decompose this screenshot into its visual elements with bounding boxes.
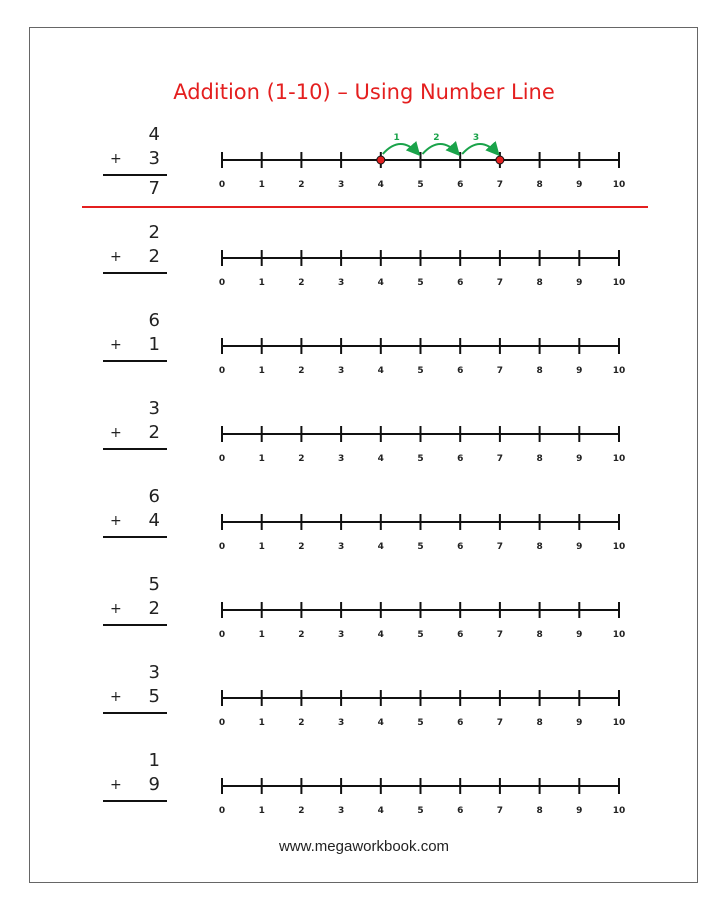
- number-line-label: 3: [337, 806, 345, 816]
- point-marker: [377, 156, 385, 164]
- practice-problem: [0, 750, 728, 830]
- practice-number-line: [210, 676, 630, 728]
- number-line-label: 0: [218, 718, 226, 728]
- website-footer: www.megaworkbook.com: [278, 838, 450, 855]
- number-line-label: 2: [298, 366, 305, 376]
- number-line-label: 9: [576, 630, 583, 640]
- sum-bar: [103, 536, 167, 538]
- practice-problem: [0, 662, 728, 742]
- number-line-label: 2: [298, 718, 305, 728]
- practice-problem: [0, 574, 728, 654]
- number-line-label: 6: [457, 806, 464, 816]
- number-line-label: 1: [258, 718, 265, 728]
- number-line-label: 1: [258, 630, 265, 640]
- number-line-label: 6: [457, 630, 464, 640]
- number-line-label: 7: [496, 278, 504, 288]
- example-number-line: [210, 133, 630, 190]
- plus-sign: +: [110, 689, 122, 705]
- number-line-label: 3: [337, 454, 345, 464]
- addend-top: 5: [148, 574, 160, 595]
- number-line-label: 0: [218, 366, 226, 376]
- addend-top: 1: [148, 750, 160, 771]
- number-line-label: 2: [298, 278, 305, 288]
- number-line-label: 5: [417, 542, 424, 552]
- hop-label: 3: [472, 133, 480, 143]
- sum-bar: [103, 800, 167, 802]
- practice-number-line: [210, 412, 630, 464]
- number-line-label: 5: [417, 718, 424, 728]
- number-line-label: 10: [612, 806, 626, 816]
- number-line-label: 7: [496, 806, 504, 816]
- number-line-label: 4: [377, 542, 384, 552]
- number-line-label: 1: [258, 278, 265, 288]
- number-line-label: 4: [377, 806, 384, 816]
- number-line-label: 4: [377, 454, 384, 464]
- addend-bottom: 2: [148, 246, 160, 267]
- number-line-label: 7: [496, 454, 504, 464]
- addend-bottom: 2: [148, 422, 160, 443]
- number-line-label: 9: [576, 180, 583, 190]
- worksheet-title: Addition (1-10) – Using Number Line: [173, 80, 555, 104]
- number-line-label: 0: [218, 806, 226, 816]
- number-line-label: 10: [612, 278, 626, 288]
- number-line-label: 4: [377, 366, 384, 376]
- number-line-label: 7: [496, 542, 504, 552]
- plus-sign: +: [110, 151, 122, 167]
- plus-sign: +: [110, 601, 122, 617]
- number-line-label: 10: [612, 454, 626, 464]
- number-line-label: 2: [298, 180, 305, 190]
- number-line-label: 9: [576, 718, 583, 728]
- number-line-label: 5: [417, 278, 424, 288]
- number-line-label: 2: [298, 806, 305, 816]
- number-line-label: 5: [417, 630, 424, 640]
- addend-bottom: 3: [148, 148, 160, 169]
- point-marker: [496, 156, 504, 164]
- number-line-label: 10: [612, 542, 626, 552]
- addend-bottom: 1: [148, 334, 160, 355]
- practice-problem: [0, 486, 728, 566]
- number-line-label: 4: [377, 718, 384, 728]
- number-line-label: 7: [496, 366, 504, 376]
- number-line-label: 0: [218, 454, 226, 464]
- hop-arrow: [462, 144, 498, 154]
- addend-bottom: 9: [148, 774, 160, 795]
- practice-problem: [0, 398, 728, 478]
- number-line-label: 6: [457, 542, 464, 552]
- number-line-label: 6: [457, 718, 464, 728]
- addend-top: 6: [148, 310, 160, 331]
- number-line-label: 8: [536, 366, 543, 376]
- addend-bottom: 2: [148, 598, 160, 619]
- hop-arrow: [423, 144, 459, 154]
- number-line-label: 4: [377, 180, 384, 190]
- number-line-label: 2: [298, 542, 305, 552]
- number-line-label: 7: [496, 180, 504, 190]
- number-line-label: 1: [258, 806, 265, 816]
- number-line-label: 8: [536, 630, 543, 640]
- number-line-label: 5: [417, 454, 424, 464]
- number-line-label: 9: [576, 366, 583, 376]
- plus-sign: +: [110, 249, 122, 265]
- number-line-label: 8: [536, 180, 543, 190]
- number-line-label: 10: [612, 630, 626, 640]
- sum-bar: [103, 272, 167, 274]
- number-line-label: 0: [218, 542, 226, 552]
- number-line-label: 5: [417, 366, 424, 376]
- plus-sign: +: [110, 337, 122, 353]
- number-line-label: 3: [337, 278, 345, 288]
- hop-label: 2: [433, 133, 440, 143]
- number-line-label: 0: [218, 630, 226, 640]
- number-line-label: 8: [536, 542, 543, 552]
- number-line-label: 7: [496, 630, 504, 640]
- number-line-label: 8: [536, 718, 543, 728]
- addend-top: 3: [148, 662, 160, 683]
- number-line-label: 2: [298, 630, 305, 640]
- number-line-label: 1: [258, 542, 265, 552]
- number-line-label: 6: [457, 180, 464, 190]
- number-line-label: 5: [417, 180, 424, 190]
- number-line-label: 3: [337, 718, 345, 728]
- number-line-label: 6: [457, 278, 464, 288]
- number-line-label: 8: [536, 278, 543, 288]
- number-line-label: 6: [457, 366, 464, 376]
- number-line-label: 9: [576, 542, 583, 552]
- number-line-label: 10: [612, 366, 626, 376]
- sum-bar: [103, 448, 167, 450]
- number-line-label: 6: [457, 454, 464, 464]
- number-line-label: 3: [337, 366, 345, 376]
- practice-number-line: [210, 500, 630, 552]
- number-line-label: 9: [576, 454, 583, 464]
- addend-bottom: 5: [148, 686, 160, 707]
- number-line-label: 2: [298, 454, 305, 464]
- number-line-label: 1: [258, 454, 265, 464]
- addend-top: 4: [148, 124, 160, 145]
- addend-top: 2: [148, 222, 160, 243]
- number-line-label: 3: [337, 630, 345, 640]
- practice-number-line: [210, 764, 630, 816]
- plus-sign: +: [110, 425, 122, 441]
- hop-label: 1: [393, 133, 400, 143]
- number-line-label: 7: [496, 718, 504, 728]
- number-line-label: 3: [337, 180, 345, 190]
- addend-top: 6: [148, 486, 160, 507]
- hop-arrow: [383, 144, 419, 154]
- number-line-label: 0: [218, 278, 226, 288]
- sum-bar: [103, 624, 167, 626]
- number-line-label: 4: [377, 278, 384, 288]
- number-line-label: 1: [258, 180, 265, 190]
- plus-sign: +: [110, 777, 122, 793]
- number-line-label: 9: [576, 278, 583, 288]
- number-line-label: 0: [218, 180, 226, 190]
- number-line-label: 9: [576, 806, 583, 816]
- number-line-label: 8: [536, 454, 543, 464]
- sum-bar: [103, 360, 167, 362]
- number-line-label: 5: [417, 806, 424, 816]
- example-problem: [0, 124, 728, 204]
- number-line-label: 10: [612, 180, 626, 190]
- example-divider: [82, 206, 648, 208]
- addend-top: 3: [148, 398, 160, 419]
- number-line-label: 4: [377, 630, 384, 640]
- practice-number-line: [210, 588, 630, 640]
- sum-bar: [103, 174, 167, 176]
- practice-problem: [0, 222, 728, 302]
- plus-sign: +: [110, 513, 122, 529]
- example-answer: 7: [148, 178, 160, 199]
- number-line-label: 3: [337, 542, 345, 552]
- number-line-label: 10: [612, 718, 626, 728]
- practice-number-line: [210, 236, 630, 288]
- number-line-label: 1: [258, 366, 265, 376]
- practice-problem: [0, 310, 728, 390]
- practice-number-line: [210, 324, 630, 376]
- addend-bottom: 4: [148, 510, 160, 531]
- number-line-label: 8: [536, 806, 543, 816]
- sum-bar: [103, 712, 167, 714]
